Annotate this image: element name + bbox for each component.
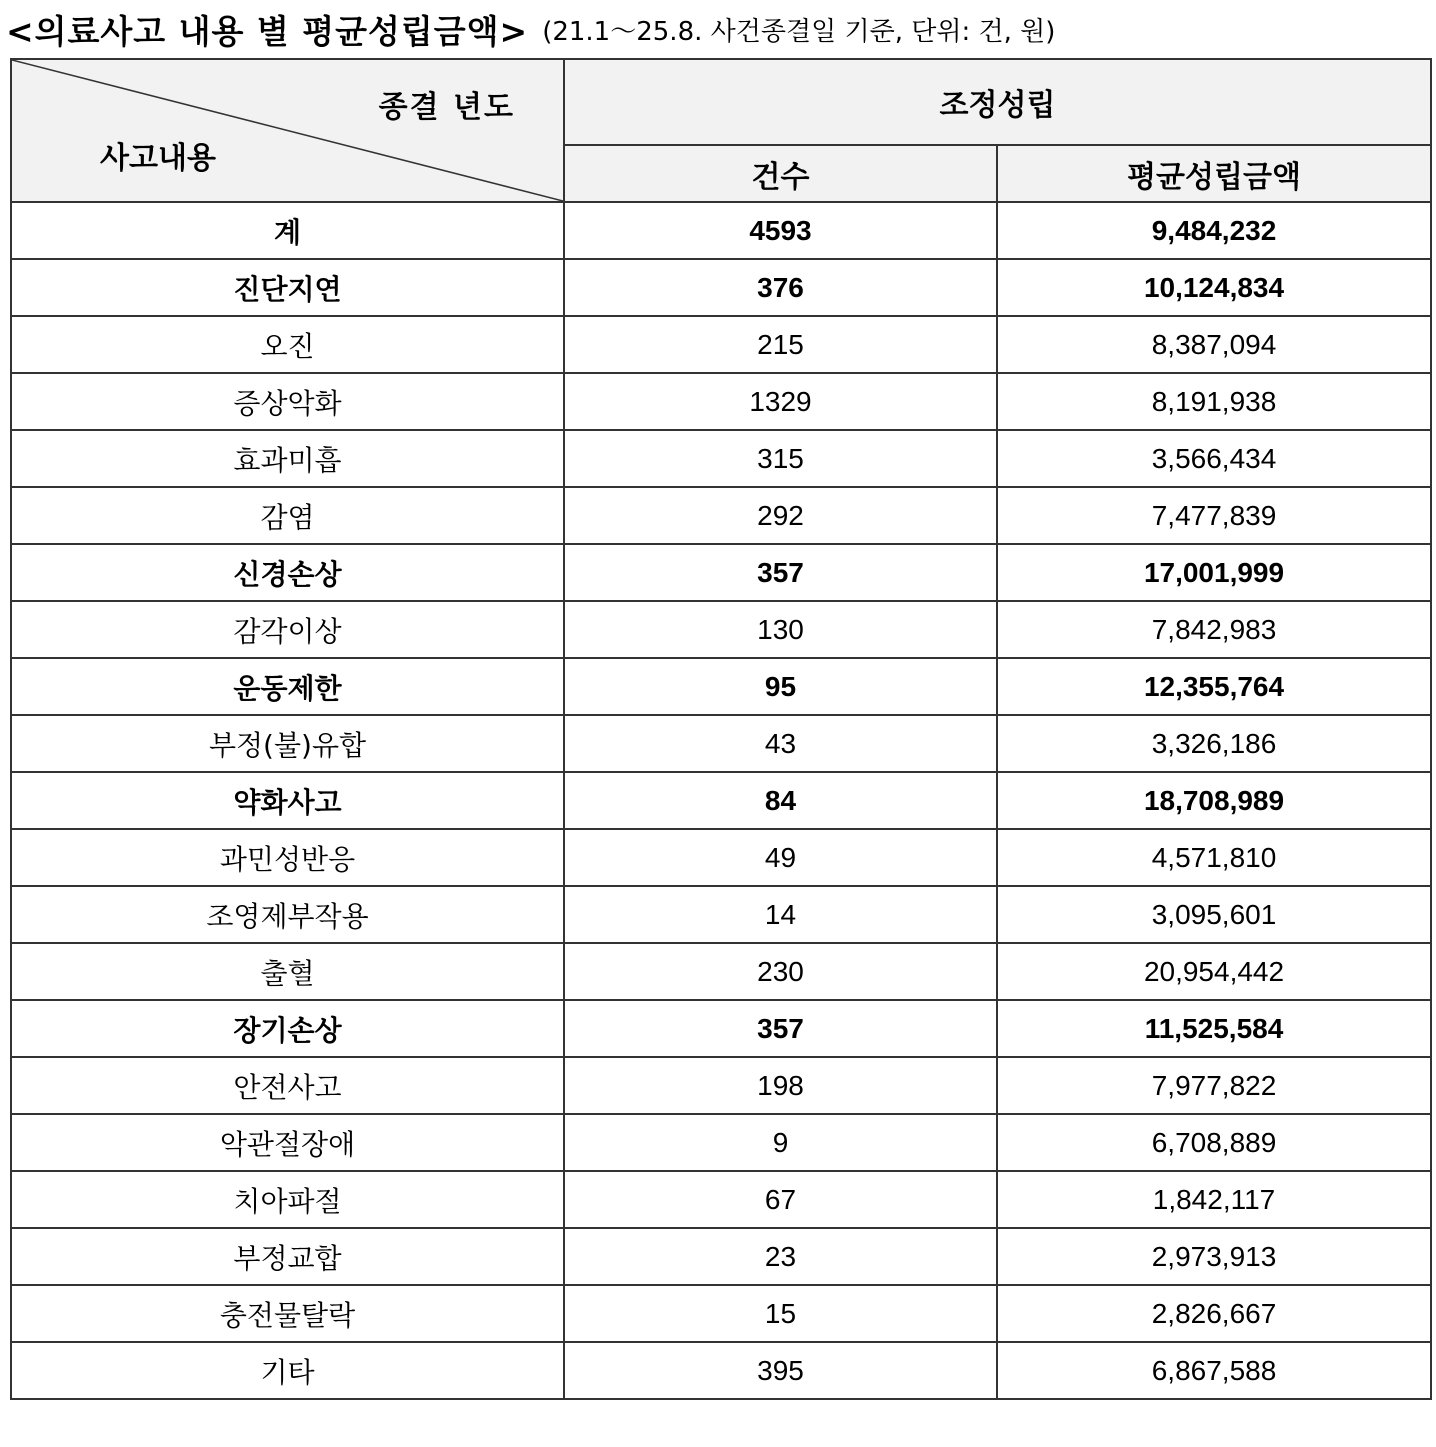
table-row [11, 259, 1431, 316]
case-count-cell: 357 [564, 544, 997, 601]
table-row [11, 601, 1431, 658]
average-amount-cell: 8,387,094 [997, 316, 1431, 373]
case-count-cell: 4593 [564, 202, 997, 259]
average-amount-cell: 20,954,442 [997, 943, 1431, 1000]
accident-type-cell: 감염 [11, 487, 564, 544]
accident-type-cell: 출혈 [11, 943, 564, 1000]
table-row [11, 772, 1431, 829]
header-row-top [11, 59, 1431, 145]
table-row [11, 202, 1431, 259]
accident-type-cell: 증상악화 [11, 373, 564, 430]
count-header [564, 145, 997, 202]
average-amount-cell: 6,708,889 [997, 1114, 1431, 1171]
accident-type-cell: 안전사고 [11, 1057, 564, 1114]
average-amount-cell: 3,326,186 [997, 715, 1431, 772]
amount-header-label: 평균성립금액 [1127, 159, 1301, 195]
accident-type-cell: 치아파절 [11, 1171, 564, 1228]
case-count-cell: 357 [564, 1000, 997, 1057]
case-count-cell: 15 [564, 1285, 997, 1342]
case-count-cell: 395 [564, 1342, 997, 1399]
average-amount-cell: 12,355,764 [997, 658, 1431, 715]
case-count-cell: 230 [564, 943, 997, 1000]
count-header-label: 건수 [751, 159, 810, 195]
accident-type-cell: 부정교합 [11, 1228, 564, 1285]
table-row [11, 1114, 1431, 1171]
group-header-label: 조정성립 [939, 88, 1056, 123]
accident-type-cell: 신경손상 [11, 544, 564, 601]
accident-type-cell: 장기손상 [11, 1000, 564, 1057]
case-count-cell: 43 [564, 715, 997, 772]
group-header [564, 59, 1431, 145]
case-count-cell: 49 [564, 829, 997, 886]
table-row [11, 1057, 1431, 1114]
table-row [11, 658, 1431, 715]
year-label: 종결 년도 [378, 90, 515, 125]
table-row [11, 544, 1431, 601]
medical-accident-table [10, 58, 1432, 1400]
case-count-cell: 84 [564, 772, 997, 829]
case-count-cell: 95 [564, 658, 997, 715]
accident-type-cell: 감각이상 [11, 601, 564, 658]
category-label: 사고내용 [100, 141, 216, 176]
table-body [11, 59, 1431, 1399]
accident-type-cell: 조영제부작용 [11, 886, 564, 943]
accident-type-cell: 기타 [11, 1342, 564, 1399]
average-amount-cell: 4,571,810 [997, 829, 1431, 886]
accident-type-cell: 약화사고 [11, 772, 564, 829]
table-row [11, 1171, 1431, 1228]
case-count-cell: 215 [564, 316, 997, 373]
table-row [11, 829, 1431, 886]
table-row [11, 316, 1431, 373]
average-amount-cell: 11,525,584 [997, 1000, 1431, 1057]
accident-type-cell: 효과미흡 [11, 430, 564, 487]
average-amount-cell: 9,484,232 [997, 202, 1431, 259]
accident-type-cell: 충전물탈락 [11, 1285, 564, 1342]
average-amount-cell: 1,842,117 [997, 1171, 1431, 1228]
accident-type-cell: 운동제한 [11, 658, 564, 715]
table-row [11, 1285, 1431, 1342]
accident-type-cell: 악관절장애 [11, 1114, 564, 1171]
average-amount-cell: 2,826,667 [997, 1285, 1431, 1342]
table-row [11, 1342, 1431, 1399]
average-amount-cell: 2,973,913 [997, 1228, 1431, 1285]
table-row [11, 886, 1431, 943]
table-row [11, 487, 1431, 544]
case-count-cell: 1329 [564, 373, 997, 430]
table-row [11, 1228, 1431, 1285]
case-count-cell: 67 [564, 1171, 997, 1228]
accident-type-cell: 과민성반응 [11, 829, 564, 886]
case-count-cell: 130 [564, 601, 997, 658]
case-count-cell: 23 [564, 1228, 997, 1285]
table-subtitle: (21.1～25.8. 사건종결일 기준, 단위: 건, 원) [542, 16, 1056, 47]
average-amount-cell: 17,001,999 [997, 544, 1431, 601]
case-count-cell: 315 [564, 430, 997, 487]
average-amount-cell: 7,977,822 [997, 1057, 1431, 1114]
case-count-cell: 292 [564, 487, 997, 544]
accident-type-cell: 부정(불)유합 [11, 715, 564, 772]
table-row [11, 430, 1431, 487]
average-amount-cell: 7,842,983 [997, 601, 1431, 658]
average-amount-cell: 6,867,588 [997, 1342, 1431, 1399]
accident-type-cell: 계 [11, 202, 564, 259]
table-row [11, 1000, 1431, 1057]
case-count-cell: 376 [564, 259, 997, 316]
table-row [11, 373, 1431, 430]
average-amount-cell: 10,124,834 [997, 259, 1431, 316]
average-amount-cell: 18,708,989 [997, 772, 1431, 829]
accident-type-cell: 오진 [11, 316, 564, 373]
average-amount-cell: 7,477,839 [997, 487, 1431, 544]
diagonal-header-cell [11, 59, 564, 202]
amount-header [997, 145, 1431, 202]
case-count-cell: 198 [564, 1057, 997, 1114]
average-amount-cell: 3,095,601 [997, 886, 1431, 943]
case-count-cell: 9 [564, 1114, 997, 1171]
accident-type-cell: 진단지연 [11, 259, 564, 316]
table-row [11, 715, 1431, 772]
table-row [11, 943, 1431, 1000]
case-count-cell: 14 [564, 886, 997, 943]
average-amount-cell: 8,191,938 [997, 373, 1431, 430]
average-amount-cell: 3,566,434 [997, 430, 1431, 487]
table-caption [6, 6, 1055, 52]
table-title: <의료사고 내용 별 평균성립금액> [6, 11, 529, 51]
